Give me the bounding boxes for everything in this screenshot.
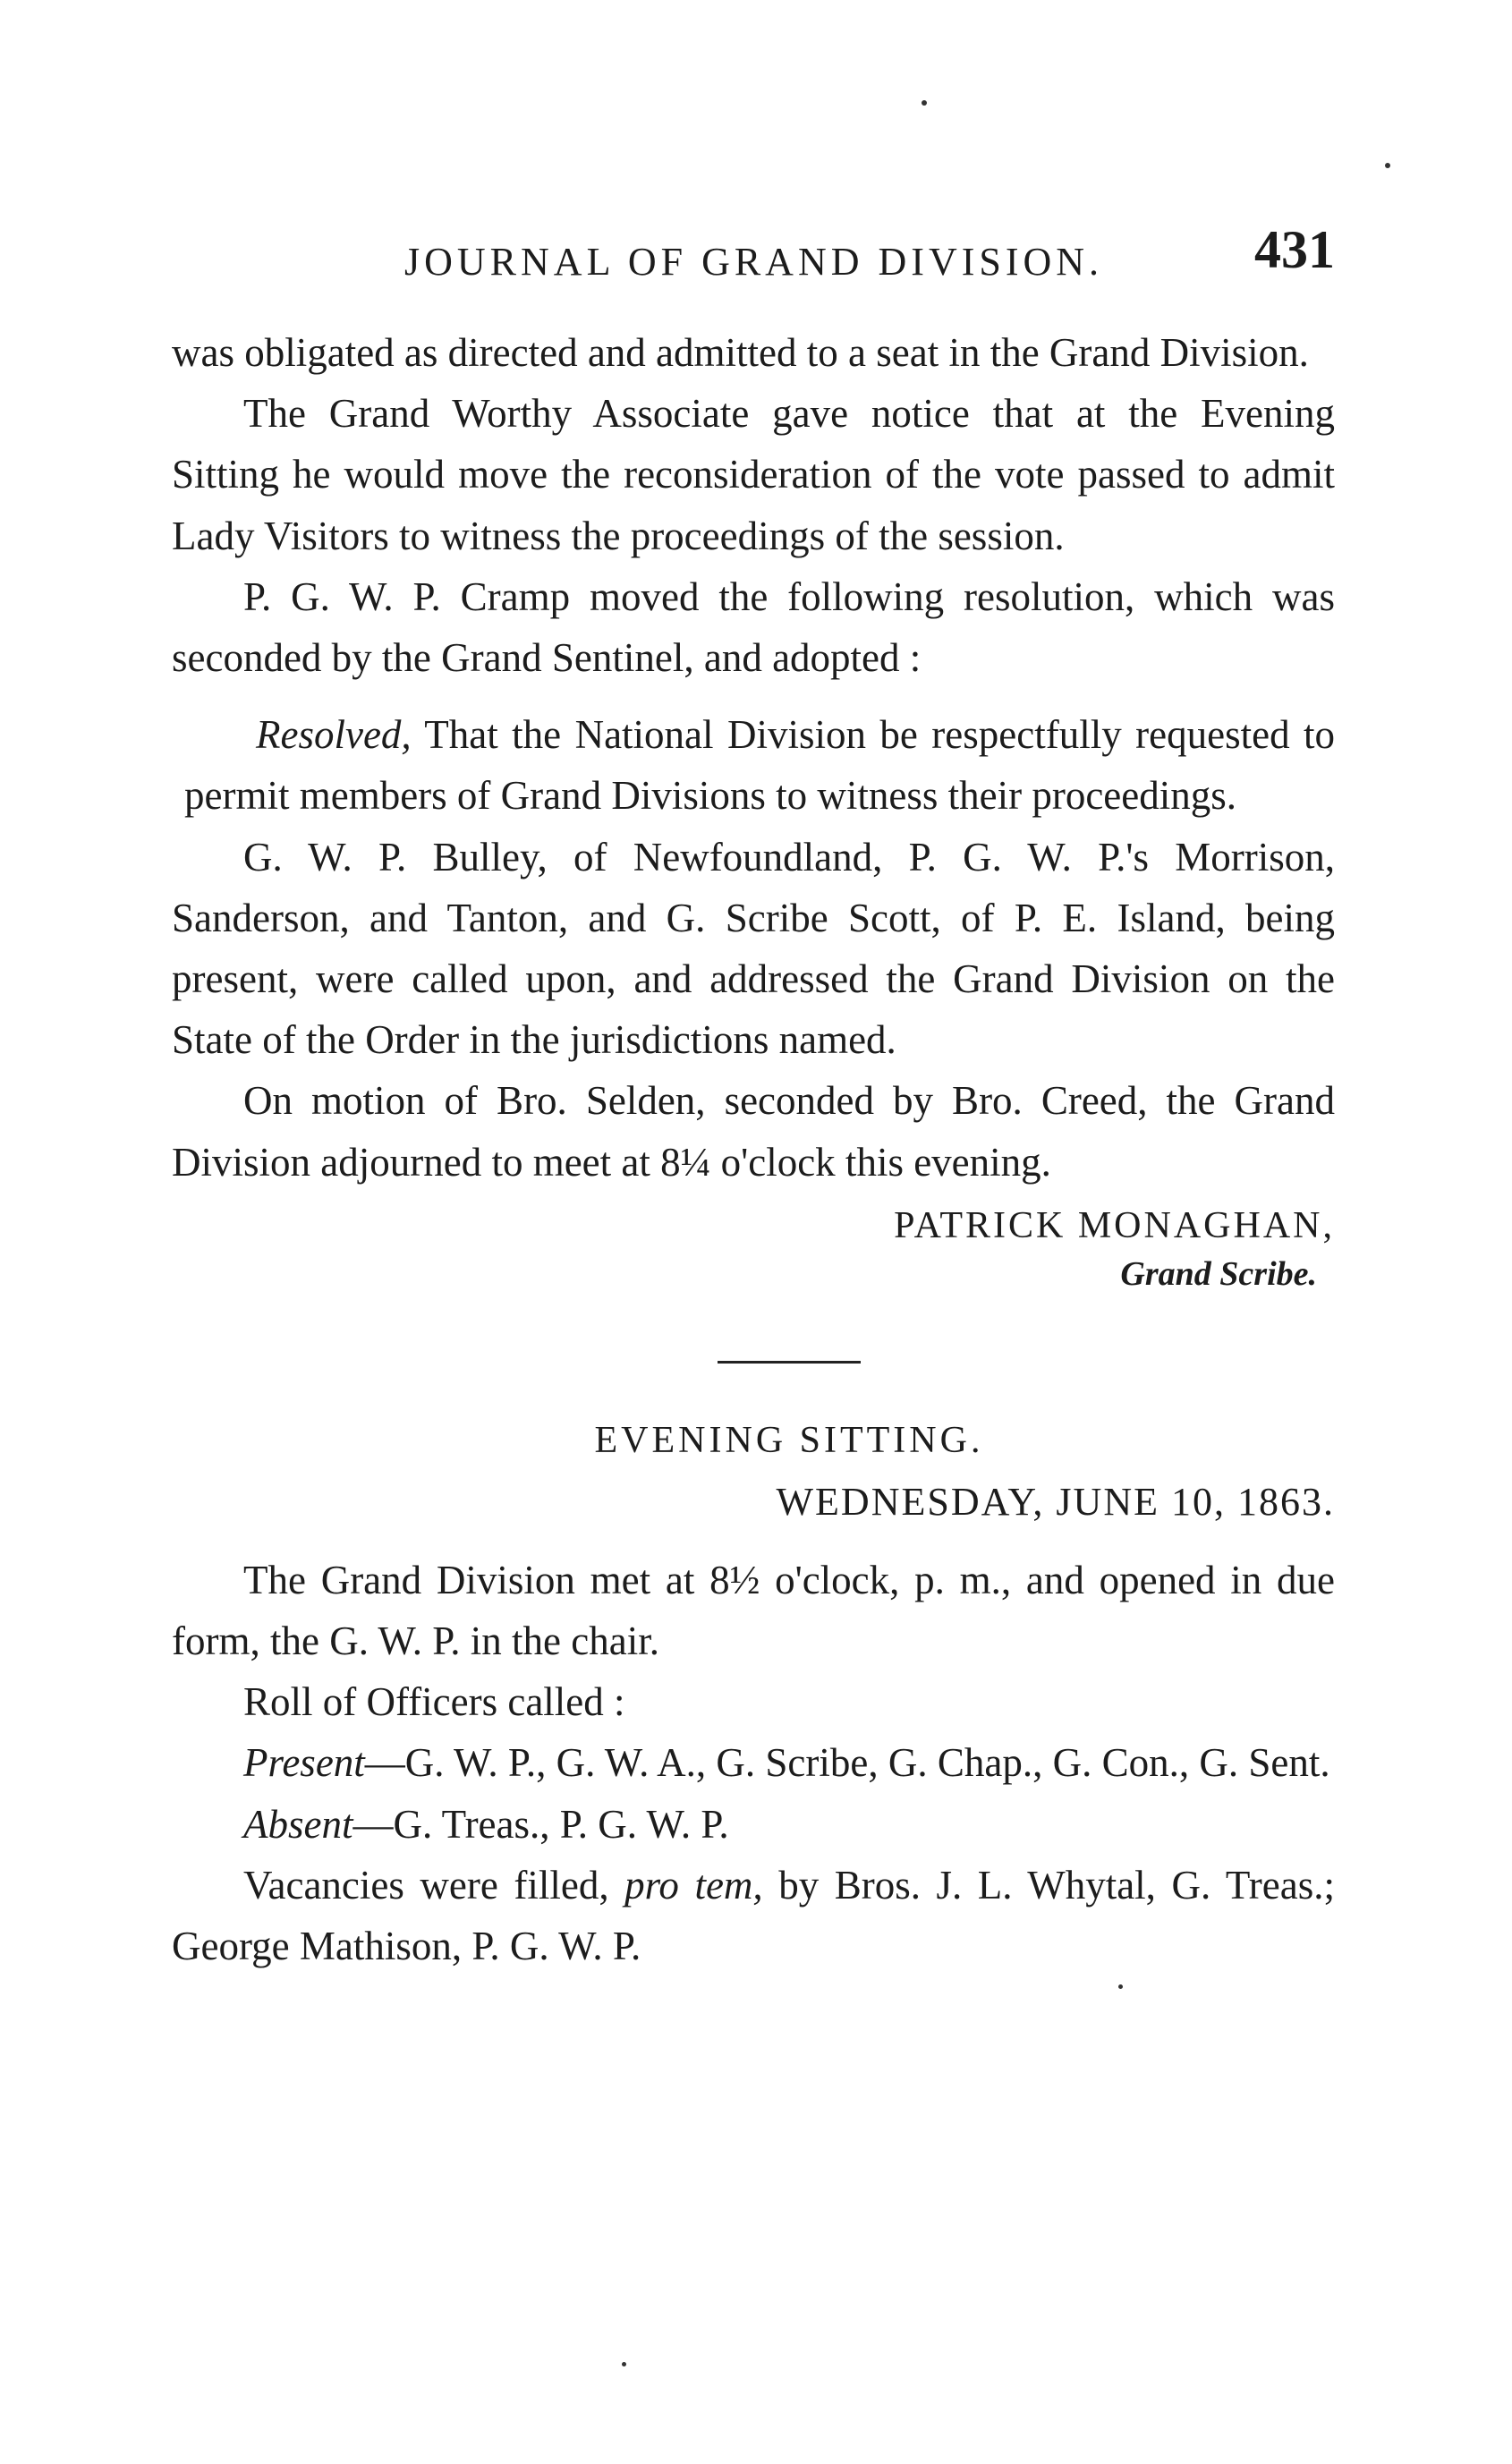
print-speck [1118,1984,1123,1989]
paragraph: The Grand Worthy Associate gave notice that at the Evening Sitting he would move the reconsideration of the vote passed to admit Lady Visitors to witness the proceedings of the session. [172,391,1335,558]
running-title: JOURNAL OF GRAND DIVISION. [404,240,1104,284]
print-speck [1385,163,1390,168]
page-body [172,322,1335,1976]
paragraph: On motion of Bro. Selden, seconded by Bro. Creed, the Grand Division adjourned to meet at 8¼ o'clock this evening. [172,1078,1335,1185]
signatory-title: Grand Scribe. [1120,1254,1317,1293]
absent-list: —G. Treas., P. G. W. P. [353,1801,729,1847]
section-heading: EVENING SITTING. [594,1419,984,1461]
vacancies-names: by Bros. J. L. Whytal, G. Treas.; George Mathison, P. G. W. P. [172,1862,1335,1969]
resolution-label: Resolved, [256,712,412,758]
paragraph: G. W. P. Bulley, of Newfoundland, P. G. W. P.'s Morrison, Sanderson, and Tanton, and G. Scribe Scott, of P. E. Island, being present, were called upon, and addressed the Grand Division on the State of the Order in the jurisdictions named. [172,834,1335,1063]
signature-block [172,1200,1335,1296]
present-label: Present [243,1740,365,1786]
vacancies-paragraph [172,1855,1335,1976]
paragraph: was obligated as directed and admitted to a seat in the Grand Division. [172,330,1309,375]
paragraph: P. G. W. P. Cramp moved the following resolution, which was seconded by the Grand Sentinel, and adopted : [172,574,1335,681]
vacancies-text: Vacancies were filled, [243,1862,625,1907]
paragraph: The Grand Division met at 8½ o'clock, p. m., and opened in due form, the G. W. P. in the chair. [172,1557,1335,1664]
absent-label: Absent [243,1801,353,1847]
present-list: —G. W. P., G. W. A., G. Scribe, G. Chap., G. Con., G. Sent. [364,1740,1330,1786]
sitting-date: WEDNESDAY, JUNE 10, 1863. [776,1479,1335,1524]
page-number: 431 [1254,220,1335,279]
section-divider [718,1361,861,1364]
paragraph: Roll of Officers called : [243,1679,625,1725]
pro-tem-italic: pro tem, [624,1862,763,1907]
resolution-paragraph [172,704,1335,826]
print-speck [622,2362,626,2366]
print-speck [922,100,927,106]
signatory-name: PATRICK MONAGHAN, [894,1204,1335,1246]
absent-paragraph [172,1794,1335,1855]
present-paragraph [172,1732,1335,1793]
resolution-text: That the National Division be respectfully requested to permit members of Grand Divisions to witness their proceedings. [184,712,1335,819]
page-header [172,219,1335,291]
